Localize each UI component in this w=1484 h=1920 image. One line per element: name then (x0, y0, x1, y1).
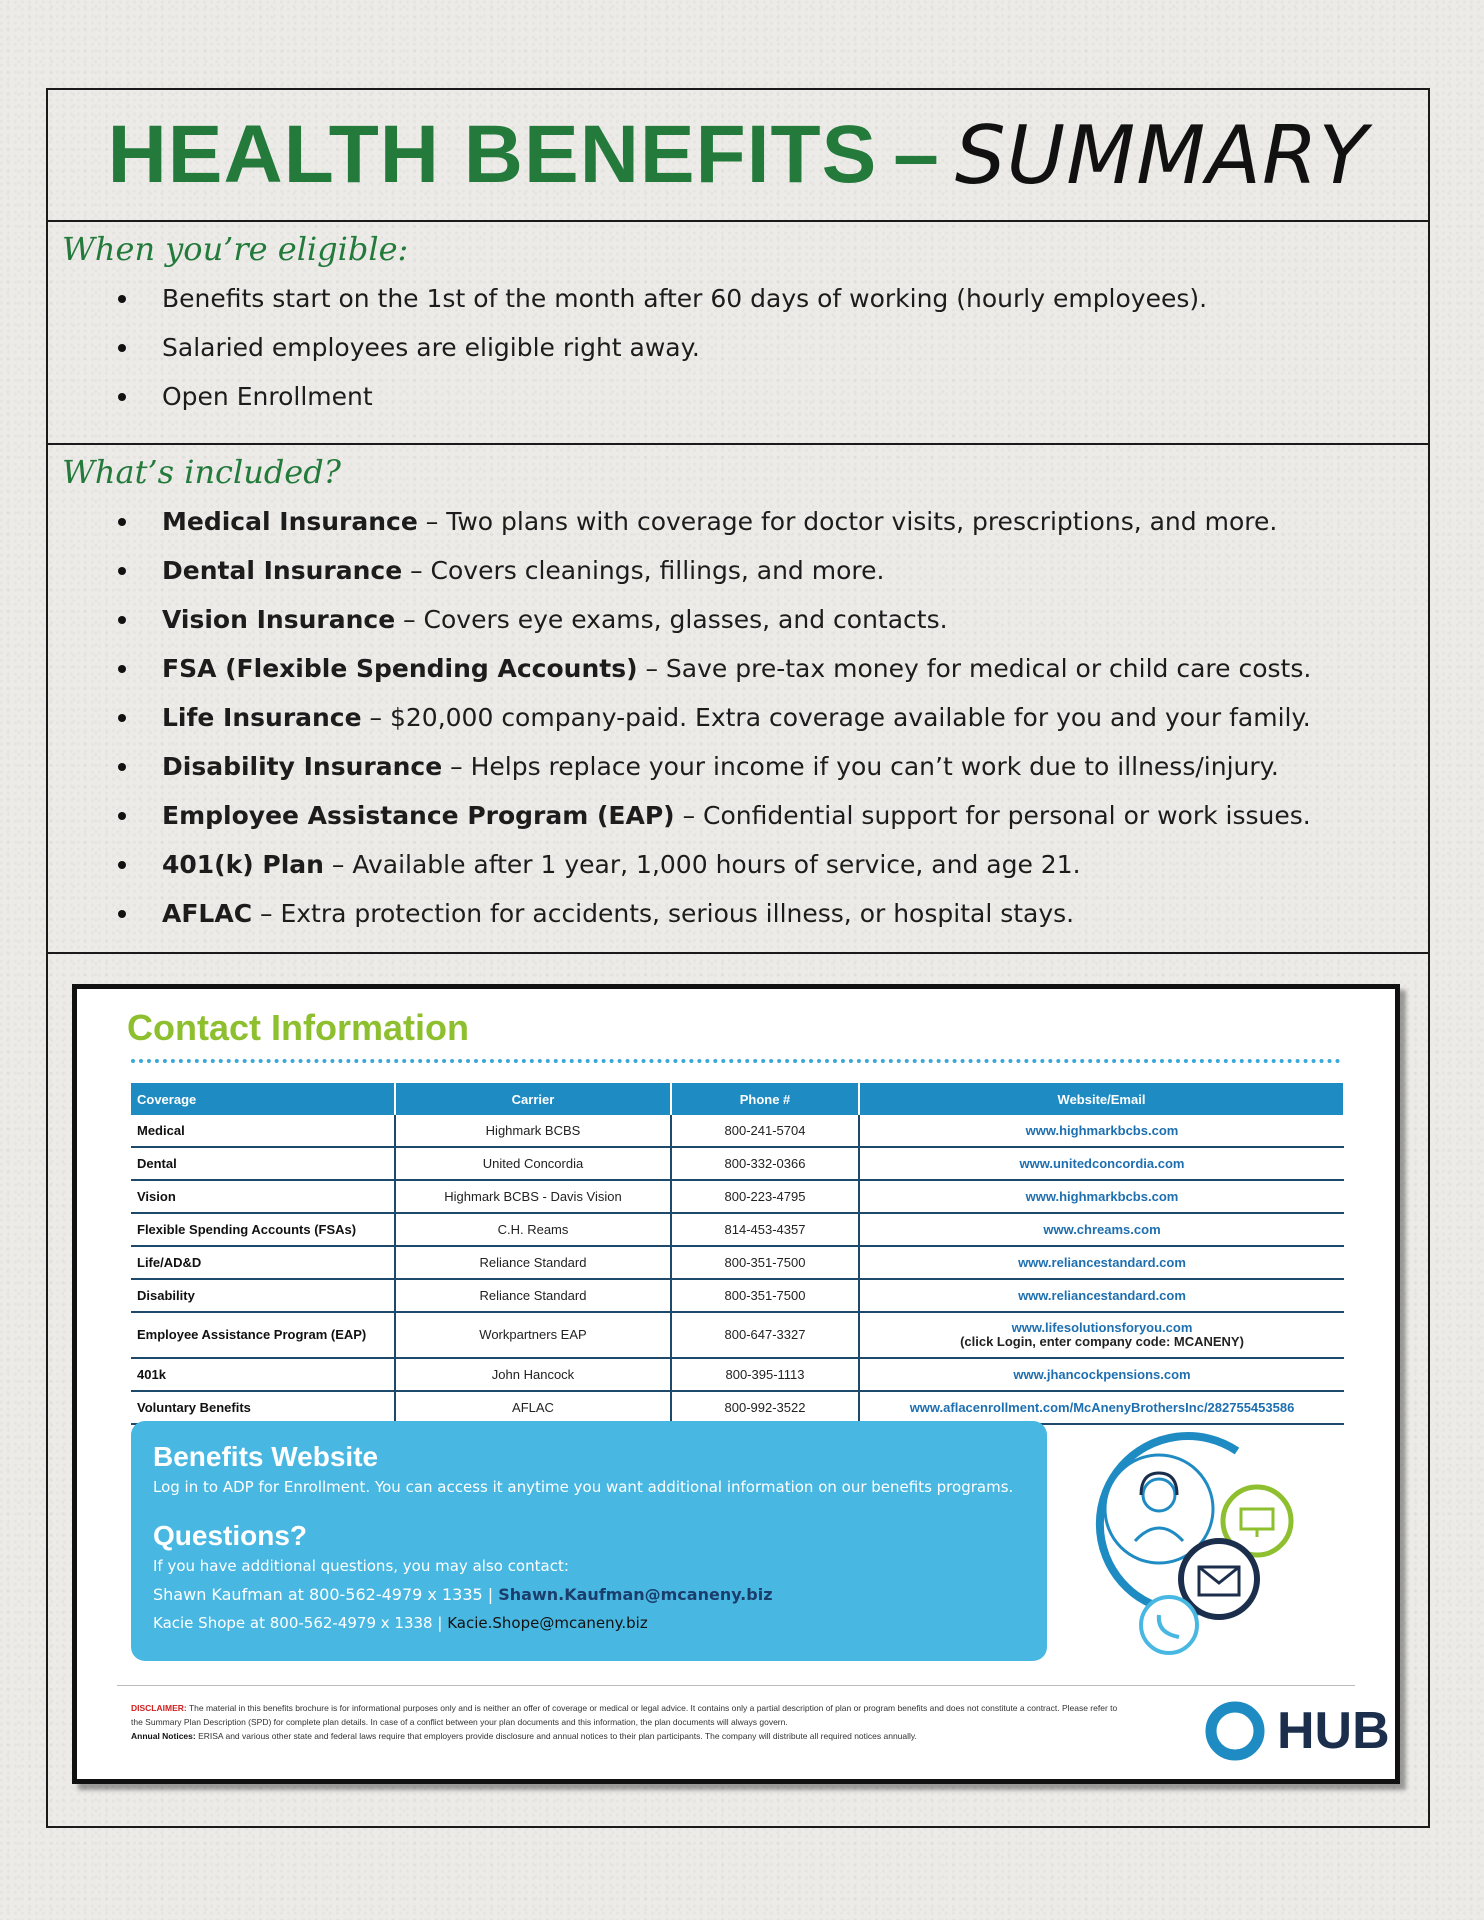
disclaimer (131, 1701, 1131, 1743)
footer-divider (117, 1685, 1355, 1686)
coverage-cell: Employee Assistance Program (EAP) (131, 1312, 395, 1358)
carrier-cell: Reliance Standard (395, 1279, 671, 1312)
list-item (118, 840, 1416, 889)
phone-cell: 800-647-3327 (671, 1312, 859, 1358)
contact-table (131, 1083, 1345, 1425)
summary-frame (46, 88, 1430, 1828)
disclaimer-label: DISCLAIMER: (131, 1703, 187, 1713)
hub-logo-text: HUB (1277, 1702, 1390, 1760)
benefit-desc: – Save pre-tax money for medical or child care costs. (637, 654, 1312, 683)
contact-card (72, 984, 1400, 1784)
contact-2-name: Kacie Shope at 800-562-4979 x 1338 | (153, 1614, 443, 1632)
website-link[interactable]: www.aflacenrollment.com/McAnenyBrothersInc/282755453586 (859, 1391, 1344, 1424)
benefit-desc: – Helps replace your income if you can’t work due to illness/injury. (442, 752, 1279, 781)
benefits-website-title: Benefits Website (153, 1441, 379, 1472)
contact-title: Contact Information (127, 1007, 469, 1048)
list-item (118, 791, 1416, 840)
contact-2-email[interactable]: Kacie.Shope@mcaneny.biz (447, 1614, 648, 1632)
annual-notice-text: ERISA and various other state and federal laws require that employers provide disclosure and annual notices to their plan participants. The company will distribute all required notices annually. (198, 1731, 917, 1741)
website-link[interactable]: www.reliancestandard.com (859, 1246, 1344, 1279)
title-dash: – (893, 109, 939, 200)
phone-cell: 800-395-1113 (671, 1358, 859, 1391)
benefit-name: Life Insurance (162, 703, 362, 732)
website-link[interactable]: www.highmarkbcbs.com (859, 1115, 1344, 1147)
benefit-desc: – Covers cleanings, fillings, and more. (402, 556, 885, 585)
eligibility-section (48, 222, 1428, 445)
benefits-website-panel (131, 1421, 1047, 1661)
list-item: Salaried employees are eligible right away. (118, 323, 1416, 372)
website-link[interactable]: www.reliancestandard.com (859, 1279, 1344, 1312)
phone-cell: 800-351-7500 (671, 1279, 859, 1312)
coverage-cell: 401k (131, 1358, 395, 1391)
benefits-website-text: Log in to ADP for Enrollment. You can access it anytime you want additional information on our benefits programs. (153, 1478, 1014, 1496)
table-row (131, 1246, 1344, 1279)
website-link[interactable]: www.lifesolutionsforyou.com (1011, 1320, 1193, 1335)
benefit-desc: – Covers eye exams, glasses, and contacts. (395, 605, 948, 634)
list-item (118, 644, 1416, 693)
login-note: (click Login, enter company code: MCANENY) (960, 1334, 1244, 1349)
phone-cell: 800-351-7500 (671, 1246, 859, 1279)
column-header: Phone # (671, 1083, 859, 1115)
list-item (118, 497, 1416, 546)
contact-line-1 (153, 1585, 1025, 1604)
contact-line-2 (153, 1614, 1025, 1632)
benefit-desc: – Confidential support for personal or work issues. (674, 801, 1311, 830)
questions-text: If you have additional questions, you may also contact: (153, 1557, 569, 1575)
table-row (131, 1358, 1344, 1391)
eligibility-list (60, 274, 1416, 421)
website-link[interactable]: www.unitedconcordia.com (859, 1147, 1344, 1180)
benefit-name: Dental Insurance (162, 556, 403, 585)
page-title-script: SUMMARY (954, 108, 1369, 202)
benefit-name: Medical Insurance (162, 507, 418, 536)
carrier-cell: United Concordia (395, 1147, 671, 1180)
annual-notice-label: Annual Notices: (131, 1731, 196, 1741)
carrier-cell: Highmark BCBS (395, 1115, 671, 1147)
website-link[interactable]: www.highmarkbcbs.com (859, 1180, 1344, 1213)
list-item: Open Enrollment (118, 372, 1416, 421)
column-header: Website/Email (859, 1083, 1344, 1115)
table-row (131, 1391, 1344, 1424)
carrier-cell: Workpartners EAP (395, 1312, 671, 1358)
hub-ring-icon (1205, 1701, 1265, 1761)
benefit-name: Vision Insurance (162, 605, 396, 634)
column-header: Carrier (395, 1083, 671, 1115)
table-row (131, 1213, 1344, 1246)
coverage-cell: Voluntary Benefits (131, 1391, 395, 1424)
benefit-desc: – $20,000 company-paid. Extra coverage available for you and your family. (361, 703, 1311, 732)
phone-cell: 800-332-0366 (671, 1147, 859, 1180)
eligibility-heading: When you’re eligible: (62, 230, 409, 268)
coverage-cell: Life/AD&D (131, 1246, 395, 1279)
coverage-cell: Vision (131, 1180, 395, 1213)
benefit-name: FSA (Flexible Spending Accounts) (162, 654, 638, 683)
coverage-cell: Dental (131, 1147, 395, 1180)
benefit-desc: – Two plans with coverage for doctor visits, prescriptions, and more. (417, 507, 1278, 536)
hub-logo (1205, 1701, 1390, 1761)
table-row (131, 1279, 1344, 1312)
contact-1-name: Shawn Kaufman at 800-562-4979 x 1335 | (153, 1585, 494, 1604)
list-item (118, 693, 1416, 742)
title-box (48, 90, 1428, 222)
list-item (118, 546, 1416, 595)
coverage-cell: Disability (131, 1279, 395, 1312)
carrier-cell: John Hancock (395, 1358, 671, 1391)
list-item (118, 889, 1416, 938)
benefit-name: Employee Assistance Program (EAP) (162, 801, 675, 830)
phone-cell: 800-992-3522 (671, 1391, 859, 1424)
carrier-cell: Highmark BCBS - Davis Vision (395, 1180, 671, 1213)
contact-1-email[interactable]: Shawn.Kaufman@mcaneny.biz (498, 1585, 773, 1604)
coverage-cell: Flexible Spending Accounts (FSAs) (131, 1213, 395, 1246)
list-item (118, 595, 1416, 644)
website-cell (859, 1312, 1344, 1358)
benefit-name: 401(k) Plan (162, 850, 324, 879)
list-item: Benefits start on the 1st of the month after 60 days of working (hourly employees). (118, 274, 1416, 323)
page-title: HEALTH BENEFITS (107, 109, 878, 200)
table-row (131, 1312, 1344, 1358)
benefit-name: AFLAC (162, 899, 253, 928)
phone-cell: 814-453-4357 (671, 1213, 859, 1246)
included-list (60, 497, 1416, 938)
column-header: Coverage (131, 1083, 395, 1115)
website-link[interactable]: www.chreams.com (859, 1213, 1344, 1246)
support-illustration-icon (1087, 1429, 1317, 1659)
questions-title: Questions? (153, 1520, 308, 1551)
benefit-desc: – Extra protection for accidents, serious illness, or hospital stays. (252, 899, 1075, 928)
website-link[interactable]: www.jhancockpensions.com (859, 1358, 1344, 1391)
carrier-cell: Reliance Standard (395, 1246, 671, 1279)
table-row (131, 1180, 1344, 1213)
phone-cell: 800-241-5704 (671, 1115, 859, 1147)
table-row (131, 1115, 1344, 1147)
benefit-desc: – Available after 1 year, 1,000 hours of service, and age 21. (323, 850, 1081, 879)
benefit-name: Disability Insurance (162, 752, 443, 781)
list-item (118, 742, 1416, 791)
included-section (48, 445, 1428, 954)
disclaimer-text: The material in this benefits brochure is for informational purposes only and is neither an offer of coverage or medical or legal advice. It contains only a partial description of plan or program benefits and does not constitute a contract. Please refer to the Summary Plan Description (SPD) for complete plan details. In case of a conflict between your plan documents and this information, the plan documents will always govern. (131, 1703, 1118, 1727)
carrier-cell: AFLAC (395, 1391, 671, 1424)
coverage-cell: Medical (131, 1115, 395, 1147)
carrier-cell: C.H. Reams (395, 1213, 671, 1246)
table-row (131, 1147, 1344, 1180)
dotted-divider (131, 1059, 1341, 1063)
phone-cell: 800-223-4795 (671, 1180, 859, 1213)
included-heading: What’s included? (62, 453, 341, 491)
